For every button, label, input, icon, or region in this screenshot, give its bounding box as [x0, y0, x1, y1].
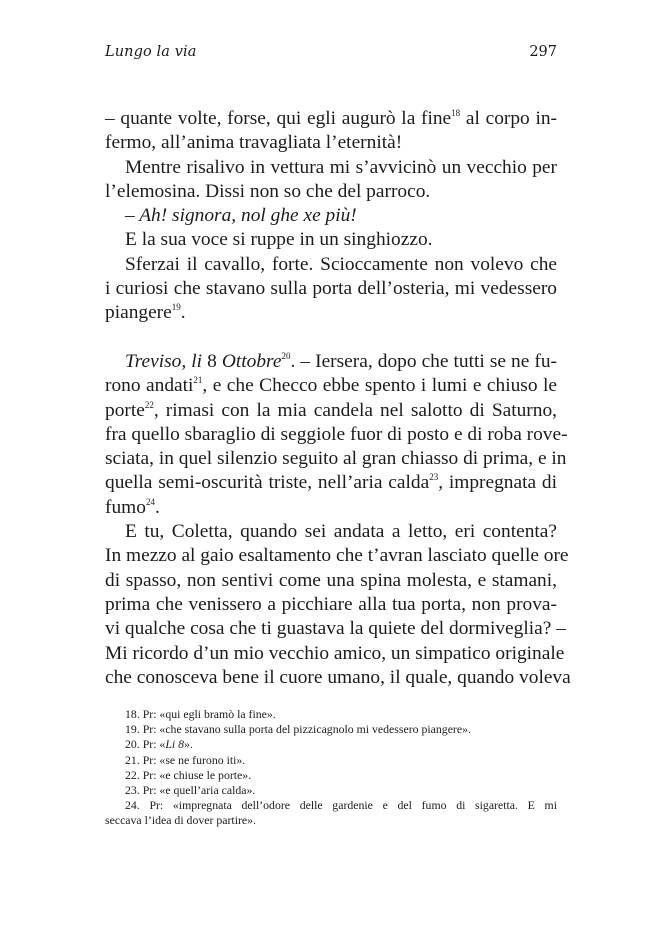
- text-line: Treviso, li 8 Ottobre$^{20}$. – Iersera, dopo che tutti se ne fu-: [125, 350, 557, 372]
- footnote-ref: 22: [144, 399, 154, 410]
- text-line: quella semi-oscurità triste, nell’aria calda$^{23}$, impregnata di: [105, 472, 557, 494]
- page-number: 297: [529, 44, 557, 60]
- text-line: Mi ricordo d’un mio vecchio amico, un simpatico originale: [105, 642, 565, 664]
- footnote-ref: 19: [171, 302, 181, 313]
- text-line: piangere$^{19}$.: [105, 302, 186, 324]
- footnote-ref: 18: [451, 108, 461, 118]
- footnote-19: 19. Pr: «che stavano sulla porta del pizzicagnolo mi vedessero piangere».: [125, 722, 471, 737]
- footnote-23: 23. Pr: «e quell’aria calda».: [125, 783, 256, 798]
- footnote-24-continuation: seccava l’idea di dover partire».: [105, 813, 256, 828]
- text-line: di spasso, non sentivi come una spina molesta, e stamani,: [105, 569, 557, 591]
- text-line: Mentre risalivo in vettura mi s’avvicinò un vecchio per: [125, 156, 557, 178]
- text-line: vi qualche cosa che ti guastava la quiete del dormiveglia? –: [105, 618, 566, 640]
- footnote-18: 18. Pr: «qui egli bramò la fine».: [125, 707, 276, 721]
- footnote-ref: 21: [193, 375, 203, 386]
- footnotes: [105, 707, 557, 829]
- text-line: i curiosi che stavano sulla porta dell’osteria, mi vedessero: [105, 278, 557, 300]
- text-line: l’elemosina. Dissi non so che del parroco.: [105, 180, 431, 202]
- text-line: fumo$^{24}$.: [105, 496, 160, 518]
- body-text: [105, 107, 571, 690]
- section-gap: [105, 326, 557, 350]
- text-line: porte$^{22}$, rimasi con la mia candela nel salotto di Saturno,: [105, 399, 557, 421]
- text-line: fermo, all’anima travagliata l’eternità!: [105, 132, 403, 154]
- text-line: sciata, in quel silenzio seguito al gran chiasso di prima, e in: [105, 448, 567, 470]
- footnote-24: 24. Pr: «impregnata dell’odore delle gardenie e del fumo di sigaretta. E mi: [125, 798, 557, 813]
- footnote-20: 20. Pr: «Li 8».: [125, 737, 193, 752]
- footnote-21: 21. Pr: «se ne furono iti».: [125, 752, 246, 767]
- text-line: In mezzo al gaio esaltamento che t’avran lasciato quelle ore: [105, 545, 569, 567]
- footnote-ref: 24: [145, 496, 155, 507]
- text-line: – quante volte, forse, qui egli augurò la fine$^{18}$ al corpo in-: [105, 108, 557, 129]
- text-line: prima che venissero a picchiare alla tua porta, non prova-: [105, 593, 557, 615]
- footnote-ref: 20: [281, 350, 291, 361]
- footnote-22: 22. Pr: «e chiuse le porte».: [125, 767, 252, 782]
- page-header: [105, 44, 557, 66]
- footnote-ref: 23: [429, 472, 439, 483]
- running-head: Lungo la via: [105, 44, 197, 60]
- text-line: rono andati$^{21}$, e che Checco ebbe spento i lumi e chiuso le: [105, 375, 557, 397]
- text-line: che conosceva bene il cuore umano, il quale, quando voleva: [105, 666, 571, 688]
- text-line: E tu, Coletta, quando sei andata a letto, eri contenta?: [125, 521, 557, 543]
- text-line: E la sua voce si ruppe in un singhiozzo.: [125, 229, 433, 251]
- text-line: Sferzai il cavallo, forte. Scioccamente non volevo che: [125, 253, 557, 275]
- text-line: fra quello sbaraglio di seggiole fuor di posto e di roba rove-: [105, 423, 568, 445]
- text-line: – Ah! signora, nol ghe xe più!: [125, 205, 357, 227]
